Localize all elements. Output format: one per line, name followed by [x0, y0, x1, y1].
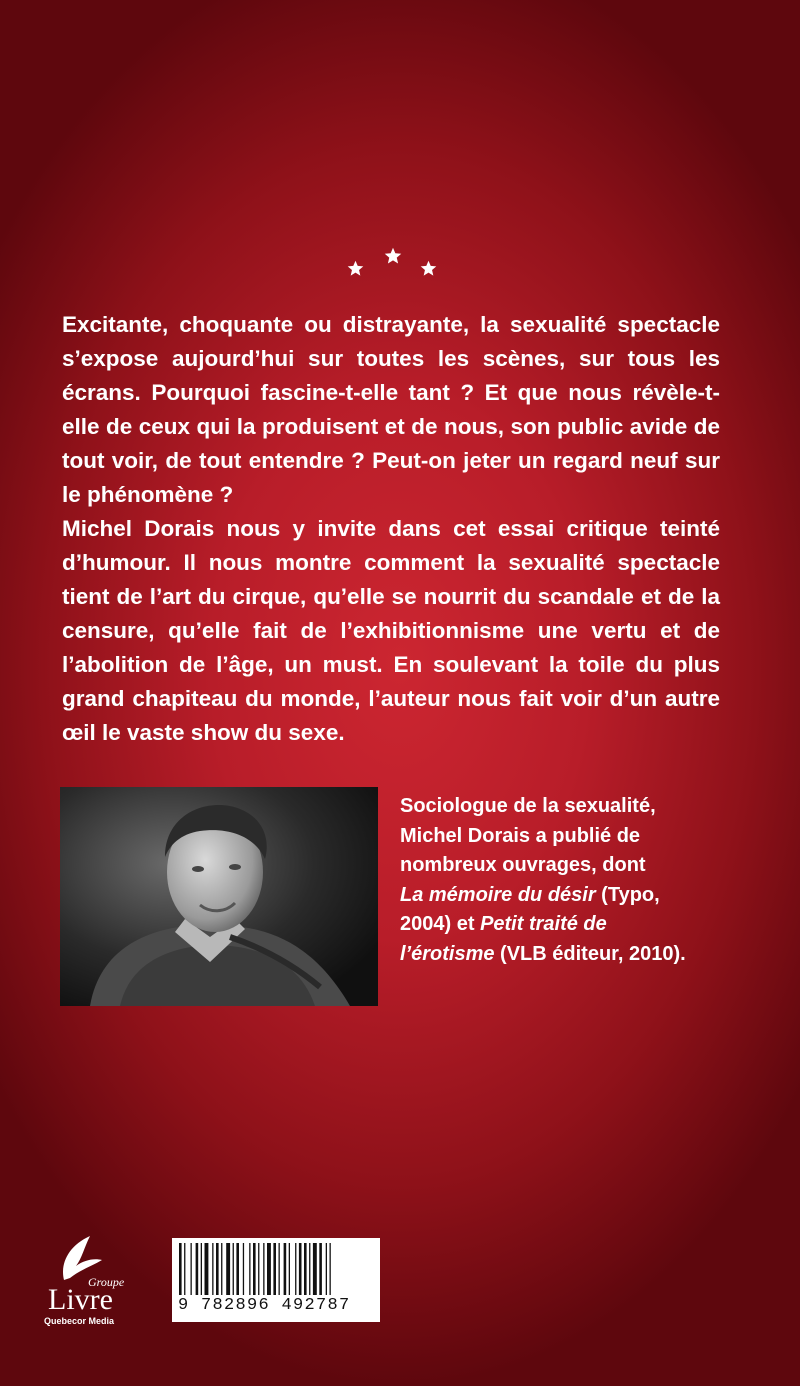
barcode-bars — [179, 1243, 373, 1295]
publisher-groupe: Groupe — [88, 1275, 125, 1289]
star-icon — [347, 260, 364, 277]
blurb-paragraph-2: Michel Dorais nous y invite dans cet essai critique teinté d’humour. Il nous montre comment la sexualité spectacle tient de l’art du cirque, qu’elle se nourrit du scandale et de la censure, qu’elle fait de l’exhibitionnisme une vertu et de l’abolition de l’âge, un must. En soulevant la toile du plus grand chapiteau du monde, l’auteur nous fait voir d’un autre œil le vaste show du sexe. — [62, 516, 720, 745]
blurb-paragraph-1: Excitante, choquante ou distrayante, la sexualité spectacle s’expose aujourd’hui sur toutes les scènes, sur tous les écrans. Pourquoi fascine-t-elle tant ? Et que nous révèle-t-elle de ceux qui la produisent et de nous, son public avide de tout voir, de tout entendre ? Peut-on jeter un regard neuf sur le phénomène ? — [62, 312, 720, 507]
bio-text: 2004) et — [400, 913, 481, 935]
bio-line: nombreux ouvrages, dont — [400, 854, 646, 876]
publisher-media: Quebecor Media — [44, 1316, 115, 1326]
book-title: La mémoire du désir — [400, 883, 596, 906]
bio-line — [400, 940, 730, 970]
blurb-text — [62, 308, 720, 750]
book-title: Petit traité de — [480, 913, 607, 935]
star-icon — [420, 260, 437, 277]
book-details: (VLB éditeur, 2010). — [494, 942, 686, 965]
isbn-barcode — [172, 1238, 380, 1322]
author-bio — [400, 792, 730, 969]
publisher-livre: Livre — [48, 1283, 113, 1316]
bio-line: Michel Dorais a publié de — [400, 824, 641, 847]
publisher-logo — [40, 1232, 140, 1328]
bio-line: Sociologue de la sexualité, — [400, 795, 656, 817]
isbn-number: 9 782896 492787 — [178, 1296, 351, 1315]
book-title: l’érotisme — [400, 942, 495, 965]
star-icon — [384, 247, 402, 265]
book-details: (Typo, — [595, 883, 660, 906]
bio-line — [400, 910, 730, 940]
star-ornament — [345, 246, 440, 282]
bio-line — [400, 881, 730, 911]
author-photo — [60, 787, 378, 1006]
